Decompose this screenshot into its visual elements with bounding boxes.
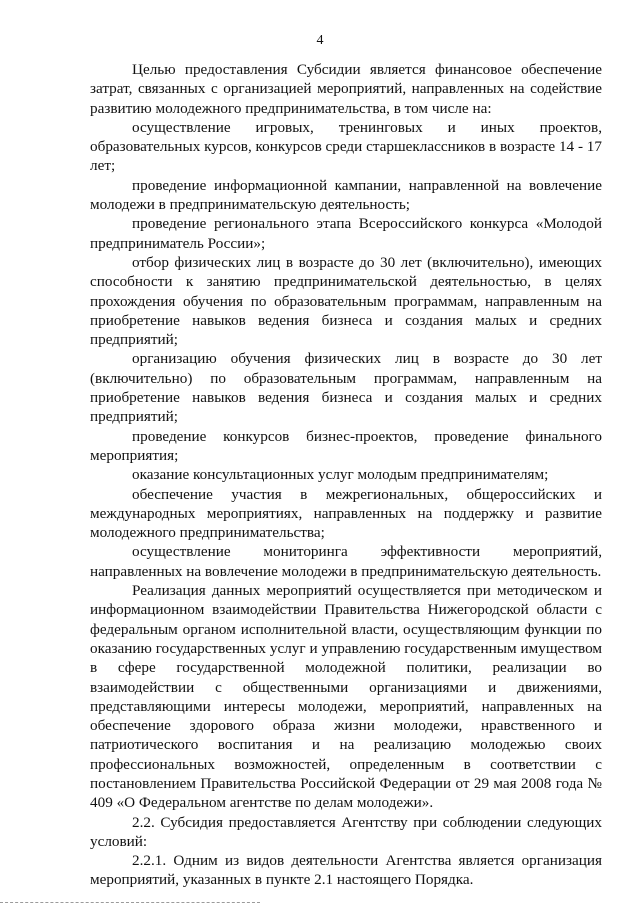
list-item-consulting: оказание консультационных услуг молодым предпринимателям; bbox=[132, 466, 549, 484]
list-item-info-campaign: проведение информационной кампании, направленной на вовлечение молодежи в предпринимательскую деятельность; bbox=[90, 176, 602, 214]
paragraph-implementation: Реализация данных мероприятий осуществляется при методическом и информационном взаимодействии Правительства Нижегородской области с федеральным органом исполнительной власти, осуществляющим функции по оказанию государственных услуг и управлению государственным имуществом в сфере государственной молодежной политики, реализации во взаимодействии с общественными организациями и движениями, представляющими интересы молодежи, мероприятий, направленных на обеспечение здорового образа жизни молодежи, нравственного и патриотического воспитания и на реализацию молодежью своих профессиональных возможностей, определенным в соответствии с постановлением Правительства Российской Федерации от 29 мая 2008 года № 409 «О Федеральном агентстве по делам молодежи». bbox=[90, 582, 602, 812]
list-item-selection-of-persons: отбор физических лиц в возрасте до 30 лет (включительно), имеющих способности к занятию предпринимательской деятельностью, в целях прохождения обучения по образовательным программам, направленным на приобретение навыков ведения бизнеса и создания малых и средних предприятий; bbox=[90, 253, 602, 349]
list-item-participation: обеспечение участия в межрегиональных, общероссийских и международных мероприятиях, направленных на поддержку и развитие молодежного предпринимательства; bbox=[90, 485, 602, 542]
paragraph-subsidy-purpose: Целью предоставления Субсидии является финансовое обеспечение затрат, связанных с организацией мероприятий, направленных на содействие развитию молодежного предпринимательства, в том числе на: bbox=[90, 61, 602, 117]
list-item-game-projects: осуществление игровых, тренинговых и иных проектов, образовательных курсов, конкурсов среди старшеклассников в возрасте 14 - 17 лет; bbox=[90, 118, 602, 175]
list-item-business-contests: проведение конкурсов бизнес-проектов, проведение финального мероприятия; bbox=[90, 427, 602, 464]
footer-scan-line bbox=[0, 902, 260, 903]
paragraph-2-2: 2.2. Субсидия предоставляется Агентству при соблюдении следующих условий: bbox=[90, 813, 602, 850]
document-body bbox=[90, 60, 602, 890]
list-item-regional-contest: проведение регионального этапа Всероссийского конкурса «Молодой предприниматель России»; bbox=[90, 215, 602, 252]
list-item-training-organization: организацию обучения физических лиц в возрасте до 30 лет (включительно) по образовательным программам, направленным на приобретение навыков ведения бизнеса и создания малых и средних предприятий; bbox=[90, 350, 602, 426]
paragraph-2-2-1: 2.2.1. Одним из видов деятельности Агентства является организация мероприятий, указанных в пункте 2.1 настоящего Порядка. bbox=[90, 852, 602, 889]
list-item-monitoring: осуществление мониторинга эффективности мероприятий, направленных на вовлечение молодежи в предпринимательскую деятельность. bbox=[90, 543, 602, 580]
page-number: 4 bbox=[316, 33, 324, 48]
